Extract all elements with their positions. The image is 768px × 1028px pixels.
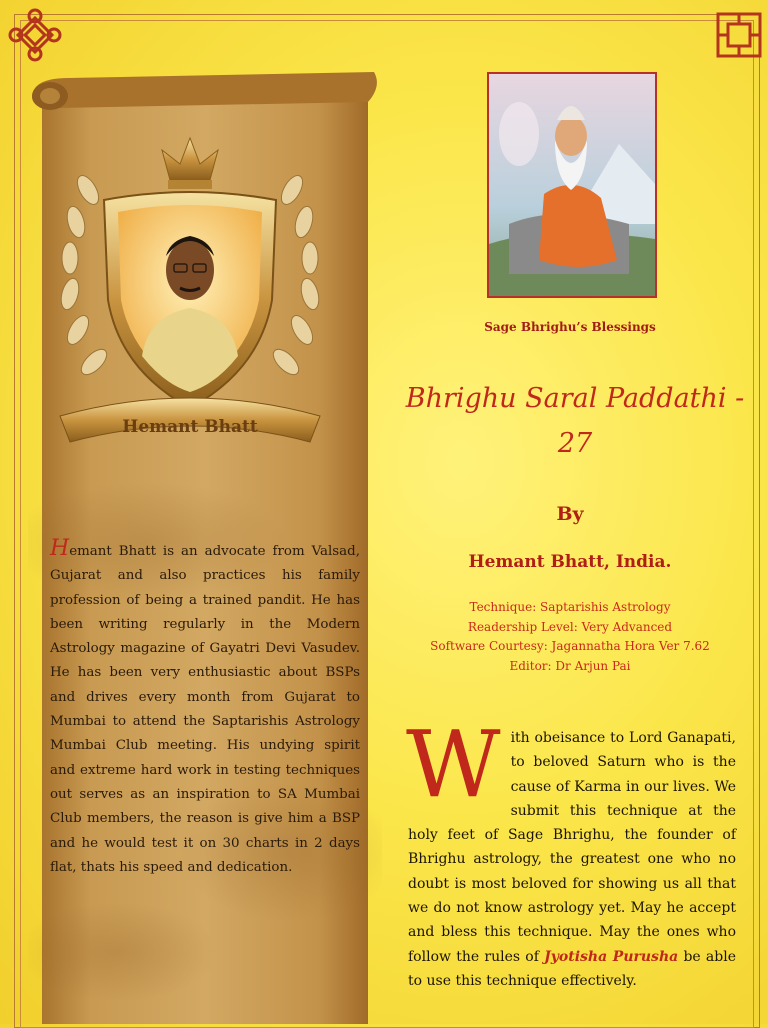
- dedication-dropcap: W: [406, 711, 501, 818]
- bio-dropcap: H: [50, 536, 70, 561]
- dedication-highlight: Jyotisha Purusha: [544, 948, 679, 965]
- meta-readership: Readership Level: Very Advanced: [467, 619, 673, 634]
- bio-text: emant Bhatt is an advocate from Valsad, Gujarat and also practices his family profession of being a trained pandit. He has been writing regularly in the Modern Astrology magazine of Gayatri Devi Vasudev. He has been very enthusiastic about BSPs and drives every month from Gujarat to Mumbai to attend the Saptarishis Astrology Mumbai Club meeting. His undying spirit and extreme hard work in testing techniques out serves as an inspiration to SA Mumbai Club members, the reason is give him a BSP and he would test it on 30 charts in 2 days flat, thats his speed and dedication.: [50, 544, 360, 875]
- dedication-text: ith obeisance to Lord Ganapati, to beloved Saturn who is the cause of Karma in our lives. We submit this technique at the holy feet of Sage Bhrighu, the founder of Bhrighu astrology, the greatest one who no doubt is most beloved for showing us all that we do not know astrology yet. May he accept and bless this technique. May the ones who follow the rules of: [408, 730, 736, 965]
- meta-technique: Technique: Saptarishis Astrology: [469, 600, 671, 614]
- endless-knot-icon: [6, 6, 64, 64]
- byline-author: Hemant Bhatt, India.: [468, 552, 672, 572]
- crest-name-ribbon: Hemant Bhatt: [122, 417, 258, 437]
- sage-bhrighu-image: [487, 72, 657, 298]
- crown-icon: [162, 138, 218, 189]
- article-title: Bhrighu Saral Paddathi - 27: [405, 383, 745, 459]
- meta-editor: Editor: Dr Arjun Pai: [509, 658, 631, 673]
- author-bio: [50, 536, 360, 880]
- meta-software: Software Courtesy: Jagannatha Hora Ver 7.62: [430, 639, 710, 653]
- dedication-text-end: be able to use this technique effectively.: [408, 948, 736, 989]
- article-meta: [420, 598, 720, 676]
- endless-knot-icon: [710, 6, 768, 64]
- dedication-paragraph: [406, 711, 736, 993]
- author-crest: [40, 130, 340, 460]
- byline-by: By: [556, 503, 584, 525]
- sage-image-caption: Sage Bhrighu’s Blessings: [484, 320, 656, 334]
